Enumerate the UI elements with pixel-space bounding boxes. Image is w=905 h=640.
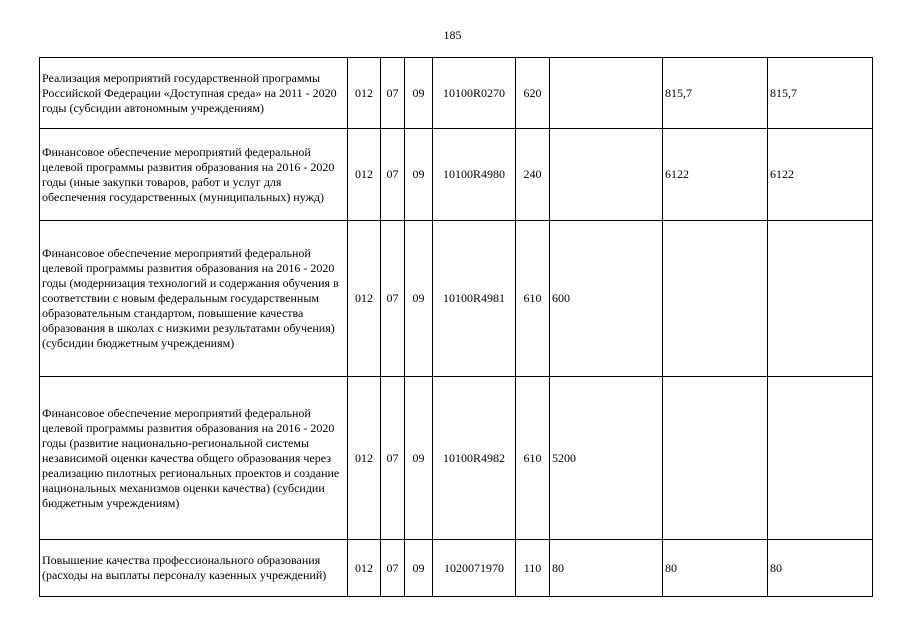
target-article-code: 10100R4981 [433,221,516,377]
row-description: Финансовое обеспечение мероприятий федеральной целевой программы развития образования на 2016 - 2020 годы (иные закупки товаров, работ и услуг для обеспечения государственных (муниципальных) нужд) [40,129,348,221]
target-article-code: 10100R0270 [433,58,516,129]
amount-3: 80 [768,540,873,597]
table-row [40,221,873,377]
amount-1 [550,58,663,129]
ministry-code: 012 [348,129,381,221]
section-code: 07 [381,129,405,221]
target-article-code: 1020071970 [433,540,516,597]
ministry-code: 012 [348,377,381,540]
amount-1: 600 [550,221,663,377]
row-description: Повышение качества профессионального образования (расходы на выплаты персоналу казенных учреждений) [40,540,348,597]
expense-type-code: 240 [516,129,550,221]
section-code: 07 [381,221,405,377]
section-code: 07 [381,540,405,597]
expense-type-code: 610 [516,221,550,377]
amount-3 [768,221,873,377]
ministry-code: 012 [348,58,381,129]
row-description: Финансовое обеспечение мероприятий федеральной целевой программы развития образования на 2016 - 2020 годы (модернизация технологий и содержания обучения в соответствии с новым федеральным государственным образовательным стандартом, повышение качества образования в школах с низкими результатами обучения) (субсидии бюджетным учреждениям) [40,221,348,377]
table-row [40,377,873,540]
subsection-code: 09 [405,221,433,377]
table-row [40,58,873,129]
amount-1: 80 [550,540,663,597]
amount-2: 6122 [663,129,768,221]
amount-2: 80 [663,540,768,597]
page-number: 185 [443,28,462,42]
amount-1: 5200 [550,377,663,540]
amount-2 [663,377,768,540]
row-description: Реализация мероприятий государственной программы Российской Федерации «Доступная среда» на 2011 - 2020 годы (субсидии автономным учреждениям) [40,58,348,129]
target-article-code: 10100R4980 [433,129,516,221]
expense-type-code: 610 [516,377,550,540]
amount-2: 815,7 [663,58,768,129]
subsection-code: 09 [405,540,433,597]
ministry-code: 012 [348,221,381,377]
amount-3: 6122 [768,129,873,221]
target-article-code: 10100R4982 [433,377,516,540]
expense-type-code: 620 [516,58,550,129]
subsection-code: 09 [405,129,433,221]
row-description: Финансовое обеспечение мероприятий федеральной целевой программы развития образования на 2016 - 2020 годы (развитие национально-региональной системы независимой оценки качества общего образования через реализацию пилотных региональных проектов и создание национальных механизмов оценки качества) (субсидии бюджетным учреждениям) [40,377,348,540]
amount-3 [768,377,873,540]
table-row [40,540,873,597]
amount-3: 815,7 [768,58,873,129]
subsection-code: 09 [405,58,433,129]
expense-type-code: 110 [516,540,550,597]
section-code: 07 [381,58,405,129]
budget-table [39,57,873,597]
section-code: 07 [381,377,405,540]
subsection-code: 09 [405,377,433,540]
amount-2 [663,221,768,377]
table-row [40,129,873,221]
amount-1 [550,129,663,221]
ministry-code: 012 [348,540,381,597]
